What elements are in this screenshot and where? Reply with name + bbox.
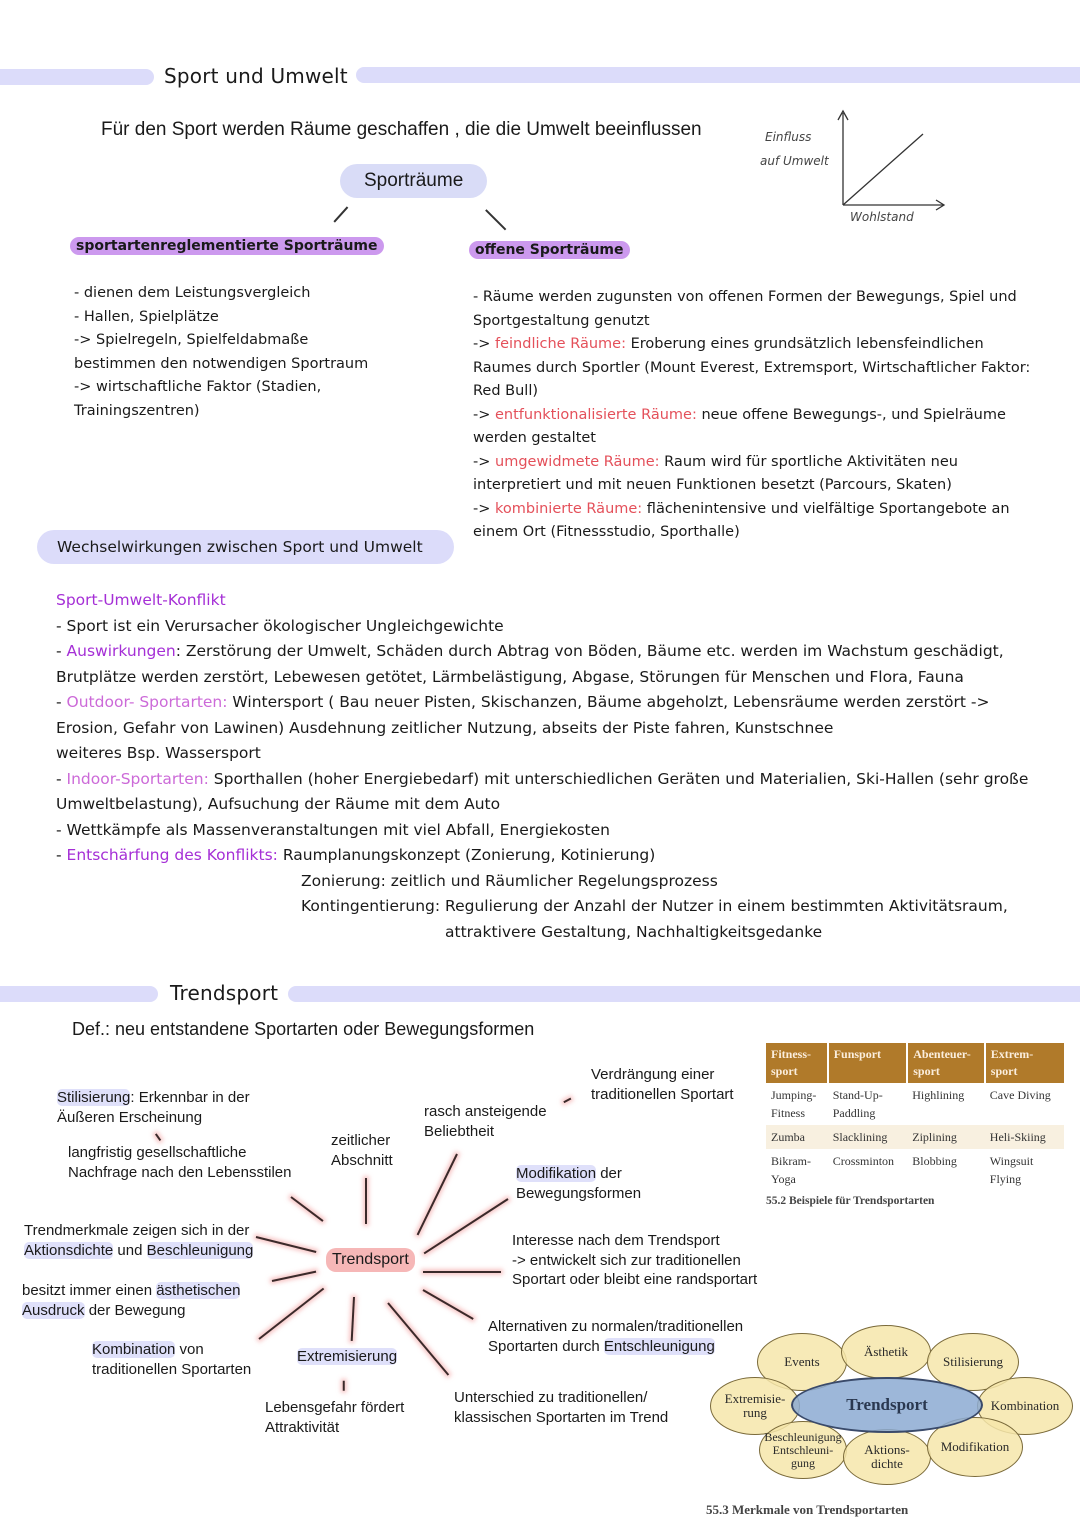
table-header: Extrem- sport (985, 1043, 1064, 1083)
list-item: Trainingszentren) (74, 402, 200, 419)
petal-kombination: Kombination (977, 1377, 1073, 1435)
wohlstand-graph (755, 105, 955, 235)
spoke-line (351, 1297, 355, 1341)
table-cell: Stand-Up- Paddling (832, 1088, 883, 1120)
paragraph: - Indoor-Sportarten: Sporthallen (hoher Energiebedarf) mit unterschiedlichen Geräten und Materialien, Ski-Hallen (sehr große Umweltbelastung), Aufsuchung der Räume mit dem Auto (56, 769, 1029, 813)
spoke-line (272, 1271, 316, 1282)
list-item: bestimmen den notwendigen Sportraum (74, 355, 369, 372)
section-header-bar-left (0, 69, 154, 85)
petal-aesthetik: Ästhetik (841, 1325, 931, 1379)
table-cell: Wingsuit Flying (989, 1154, 1034, 1186)
list-item: -> entfunktionalisierte Räume: neue offene Bewegungs-, und Spielräume werden gestaltet (473, 406, 1006, 446)
paragraph: Zonierung: zeitlich und Räumlicher Regelungsprozess (301, 871, 718, 890)
section-header-bar-left (0, 986, 158, 1002)
mm-alternativen: Alternativen zu normalen/traditionellen Sportarten durch Entschleunigung (488, 1318, 744, 1355)
subtitle-sport-umwelt-konflikt: Sport-Umwelt-Konflikt (56, 591, 226, 609)
spoke-line (290, 1196, 323, 1222)
list-item: -> feindliche Räume: Eroberung eines grundsätzlich lebensfeindlichen Raumes durch Sportler (Mount Everest, Extremsport, Wirtschaftlicher Faktor: Red Bull) (473, 336, 1031, 399)
mm-kombination: Kombination von traditionellen Sportarten (92, 1341, 252, 1378)
list-item: - dienen dem Leistungsvergleich (74, 285, 311, 301)
table-header-row (766, 1043, 1064, 1083)
petal-beschleunigung: Beschleunigung Entschleuni- gung (759, 1421, 847, 1479)
table-header: Funsport (828, 1043, 908, 1083)
graph-y-label-1: Einfluss (765, 130, 812, 144)
petal-modifikation: Modifikation (927, 1417, 1023, 1477)
spoke-line (155, 1133, 161, 1140)
table-cell: Bikram- Yoga (771, 1154, 811, 1186)
petal-aktionsdichte: Aktions- dichte (843, 1429, 931, 1485)
table-cell: Crossminton (832, 1154, 895, 1168)
flower-caption: 55.3 Merkmale von Trendsportarten (706, 1502, 909, 1517)
tag-offene-sportraeume: offene Sporträume (469, 241, 630, 259)
paragraph: weiteres Bsp. Wassersport (56, 744, 261, 762)
section-title-wechselwirkungen: Wechselwirkungen zwischen Sport und Umwelt (37, 530, 454, 564)
section-header-bar-right (288, 986, 1080, 1002)
table-header: Fitness- sport (766, 1043, 828, 1083)
graph-y-label-2: auf Umwelt (760, 154, 829, 168)
term-auswirkungen: Auswirkungen (66, 642, 176, 660)
graph-x-label: Wohlstand (850, 210, 914, 224)
spoke-line (256, 1236, 317, 1253)
intro-text: Für den Sport werden Räume geschaffen , die die Umwelt beeinflussen (101, 119, 702, 140)
table-row (766, 1125, 1064, 1149)
spoke-line (424, 1198, 509, 1254)
section-header-bar-right (356, 67, 1080, 83)
paragraph: Kontingentierung: Regulierung der Anzahl der Nutzer in einem bestimmten Aktivitätsraum, (301, 897, 1008, 915)
table-header: Abenteuer- sport (907, 1043, 985, 1083)
table-cell: Heli-Skiing (985, 1125, 1064, 1149)
mm-aesthetisch: besitzt immer einen ästhetischen Ausdruck der Bewegung (22, 1282, 241, 1319)
table-cell: Highlining (912, 1088, 965, 1102)
table-cell: Cave Diving (989, 1088, 1051, 1102)
trendsport-definition: Def.: neu entstandene Sportarten oder Bewegungsformen (72, 1019, 535, 1039)
mm-langfristig: langfristig gesellschaftliche Nachfrage nach den Lebensstilen (68, 1144, 292, 1181)
spoke-line (258, 1288, 324, 1340)
branch-line-left (333, 206, 347, 222)
mm-modifikation: Modifikation der Bewegungsformen (516, 1165, 642, 1202)
mm-lebensgefahr: Lebensgefahr fördert Attraktivität (265, 1399, 405, 1436)
term-kombinierte-raeume: kombinierte Räume: (495, 500, 643, 517)
table-cell: Jumping- Fitness (771, 1088, 817, 1120)
spoke-line (365, 1178, 367, 1224)
term-umgewidmete-raeume: umgewidmete Räume: (495, 453, 660, 470)
mm-zeitlicher-abschnitt: zeitlicher Abschnitt (331, 1132, 393, 1169)
paragraph: - Auswirkungen: Zerstörung der Umwelt, Schäden durch Abtrag von Böden, Bäume etc. werden im Wachstum geschädigt, Brutplätze werden zerstört, Lebewesen getötet, Lärmbelästigung, Abgase, Störungen für Menschen und Flora, Fauna (56, 642, 1004, 686)
table-cell: Blobbing (912, 1154, 957, 1168)
spoke-line (423, 1271, 501, 1273)
spoke-line (343, 1381, 345, 1391)
table-cell: Zumba (766, 1125, 828, 1149)
term-outdoor: Outdoor- Sportarten: (66, 693, 228, 711)
list-item: - Hallen, Spielplätze (74, 308, 219, 325)
list-item: -> wirtschaftliche Faktor (Stadien, (74, 379, 322, 395)
tag-reglementierte-sportraeume: sportartenreglementierte Sporträume (70, 237, 384, 255)
table-caption: 55.2 Beispiele für Trendsportarten (766, 1195, 935, 1207)
spoke-line (564, 1098, 572, 1103)
list-item: -> kombinierte Räume: flächenintensive und vielfältige Sportangebote an einem Ort (Fitnessstudio, Sporthalle) (473, 500, 1010, 540)
paragraph: - Wettkämpfe als Massenveranstaltungen mit viel Abfall, Energiekosten (56, 820, 610, 839)
paragraph: - Outdoor- Sportarten: Wintersport ( Bau neuer Pisten, Skischanzen, Bäume abgeholzt, Lebensräume werden zerstört -> Erosion, Gefahr von Lawinen) Ausdehnung zeitlicher Nutzung, abseits der Piste fahren, Kunstschnee (56, 693, 990, 737)
sportraeume-node: Sporträume (340, 164, 487, 198)
table-cell: Slacklining (828, 1125, 908, 1149)
term-entschaerfung: Entschärfung des Konflikts: (66, 846, 278, 864)
table-cell: Ziplining (907, 1125, 985, 1149)
mindmap-center-trendsport: Trendsport (326, 1248, 415, 1272)
list-item: - Räume werden zugunsten von offenen Formen der Bewegungs, Spiel und Sportgestaltung genutzt (473, 289, 1017, 329)
table-row (766, 1083, 1064, 1125)
mm-trendmerkmale: Trendmerkmale zeigen sich in der Aktionsdichte und Beschleunigung (24, 1222, 254, 1259)
term-indoor: Indoor-Sportarten: (66, 769, 209, 788)
section-title-sport-umwelt: Sport und Umwelt (164, 64, 348, 88)
spoke-line (423, 1289, 474, 1320)
trendsport-examples-table (766, 1043, 1064, 1191)
mm-interesse: Interesse nach dem Trendsport -> entwickelt sich zur traditionellen Sportart oder bleibt eine randsportart (512, 1232, 758, 1288)
paragraph: - Sport ist ein Verursacher ökologischer Ungleichgewichte (56, 616, 504, 635)
paragraph: - Entschärfung des Konflikts: Raumplanungskonzept (Zonierung, Kotinierung) (56, 846, 656, 864)
mm-rasch-ansteigend: rasch ansteigende Beliebtheit (424, 1103, 547, 1140)
term-entfunktionalisierte-raeume: entfunktionalisierte Räume: (495, 406, 697, 423)
paragraph: attraktivere Gestaltung, Nachhaltigkeitsgedanke (445, 922, 823, 941)
flower-center-trendsport: Trendsport (791, 1377, 983, 1433)
mm-verdraengung: Verdrängung einer traditionellen Sportart (591, 1066, 734, 1103)
list-item: -> umgewidmete Räume: Raum wird für sportliche Aktivitäten neu interpretiert und mit neuen Funktionen besetzt (Parcours, Skaten) (473, 453, 958, 493)
petal-events: Events (757, 1333, 847, 1391)
term-feindliche-raeume: feindliche Räume: (495, 336, 626, 352)
spoke-line (417, 1154, 458, 1236)
section-title-trendsport: Trendsport (170, 981, 279, 1005)
right-branch-list (473, 286, 1038, 545)
mm-stilisierung: Stilisierung: Erkennbar in der Äußeren Erscheinung (57, 1089, 250, 1126)
mm-unterschied: Unterschied zu traditionellen/ klassischen Sportarten im Trend (454, 1389, 669, 1426)
trendsport-flower-diagram (705, 1325, 1075, 1485)
mm-extremisierung: Extremisierung (297, 1348, 398, 1365)
table-row (766, 1149, 1064, 1191)
list-item: -> Spielregeln, Spielfeldabmaße (74, 332, 309, 348)
konflikt-text (56, 588, 1056, 945)
branch-line-right (485, 209, 506, 230)
petal-stilisierung: Stilisierung (927, 1333, 1019, 1391)
left-branch-list (74, 282, 454, 423)
petal-extremisierung: Extremisie- rung (710, 1377, 800, 1435)
